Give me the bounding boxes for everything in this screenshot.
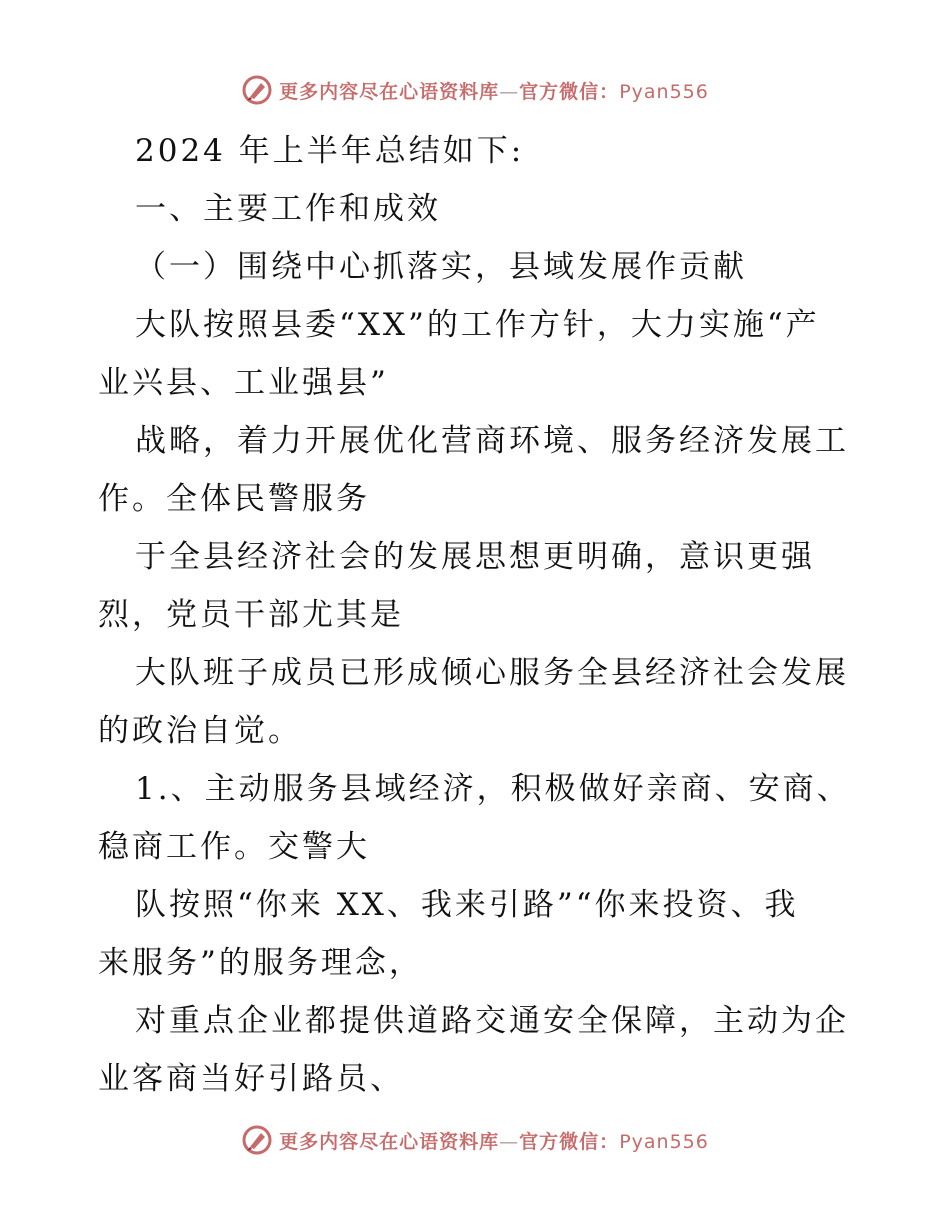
- watermark-separator: —: [499, 1130, 520, 1153]
- document-line: 业客商当好引路员、: [98, 1061, 404, 1097]
- watermark-library-name: 更多内容尽在心语资料库: [279, 1130, 500, 1153]
- watermark-banner-bottom: [0, 1120, 950, 1160]
- watermark-banner-top: [0, 70, 950, 110]
- document-line: 作。全体民警服务: [98, 481, 370, 517]
- pen-nib-logo-icon: [241, 74, 273, 106]
- watermark-library-name: 更多内容尽在心语资料库: [279, 80, 500, 103]
- document-body: [98, 122, 868, 1108]
- document-line: 2024 年上半年总结如下:: [135, 133, 525, 169]
- document-line: 烈，党员干部尤其是: [98, 597, 404, 633]
- document-line: 1.、主动服务县域经济，积极做好亲商、安商、: [135, 771, 851, 807]
- watermark-account: Pyan556: [619, 1130, 709, 1153]
- document-line: 一、主要工作和成效: [135, 191, 441, 227]
- watermark-text: [279, 1127, 709, 1154]
- document-line: 于全县经济社会的发展思想更明确，意识更强: [135, 539, 815, 575]
- watermark-official-label: 官方微信：: [519, 1130, 620, 1153]
- watermark-official-label: 官方微信：: [519, 80, 620, 103]
- document-line: 稳商工作。交警大: [98, 829, 370, 865]
- document-line: 业兴县、工业强县”: [98, 365, 389, 401]
- document-line: （一）围绕中心抓落实，县域发展作贡献: [135, 249, 747, 285]
- document-line: 大队按照县委“XX”的工作方针，大力实施“产: [135, 307, 820, 343]
- document-line: 战略，着力开展优化营商环境、服务经济发展工: [135, 423, 849, 459]
- pen-nib-logo-icon: [241, 1124, 273, 1156]
- document-line: 对重点企业都提供道路交通安全保障，主动为企: [135, 1003, 849, 1039]
- watermark-account: Pyan556: [619, 80, 709, 103]
- document-line: 的政治自觉。: [98, 713, 302, 749]
- document-line: 大队班子成员已形成倾心服务全县经济社会发展: [135, 655, 849, 691]
- document-line: 来服务”的服务理念，: [98, 945, 423, 981]
- watermark-separator: —: [499, 80, 520, 103]
- document-line: 队按照“你来 XX、我来引路”“你来投资、我: [135, 887, 799, 923]
- watermark-text: [279, 77, 709, 104]
